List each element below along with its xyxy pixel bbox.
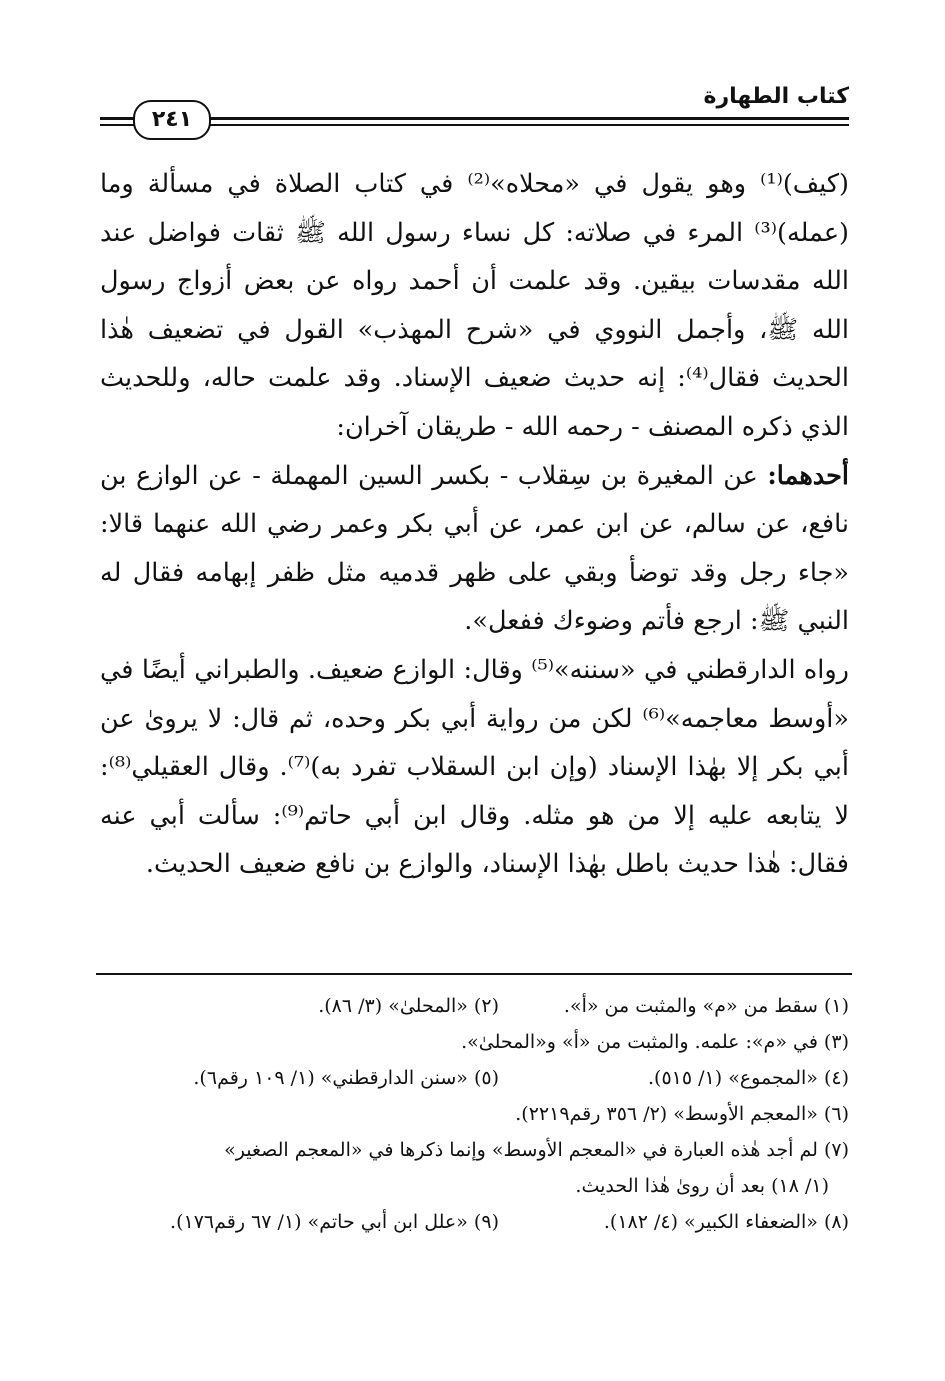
footnotes [100, 988, 849, 1240]
running-header-title: كتاب الطهارة [703, 84, 849, 109]
header-rule [100, 117, 849, 120]
footnote-6: (٦) «المعجم الأوسط» (٢/ ٣٥٦ رقم٢٢١٩). [515, 1103, 849, 1125]
paragraph-2-text: عن المغيرة بن سِقلاب - بكسر السين المهملة - عن الوازع بن نافع، عن سالم، عن ابن عمر، عن أبي بكر وعمر رضي الله عنهما قالا: «جاء رجل وقد توضأ وبقي على ظهر قدميه مثل ظفر إبهامه فقال له النبي ﷺ: ارجع فأتم وضوءك ففعل». [100, 460, 849, 637]
paragraph-3: رواه الدارقطني في «سننه»⁽⁵⁾ وقال: الوازع ضعيف. والطبراني أيضًا في «أوسط معاجمه»⁽⁶⁾ لكن من رواية أبي بكر وحده، ثم قال: لا يروىٰ عن أبي بكر إلا بهٰذا الإسناد (وإن ابن السقلاب تفرد به)⁽⁷⁾. وقال العقيلي⁽⁸⁾: لا يتابعه عليه إلا من هو مثله. وقال ابن أبي حاتم⁽⁹⁾: سألت أبي عنه فقال: هٰذا حديث باطل بهٰذا الإسناد، والوازع بن نافع ضعيف الحديث. [100, 654, 849, 880]
footnote-8: (٨) «الضعفاء الكبير» (٤/ ١٨٢). [603, 1211, 849, 1233]
paragraph-2 [100, 452, 849, 646]
footnote-4: (٤) «المجموع» (١/ ٥١٥). [648, 1067, 849, 1089]
footnote-row [100, 1168, 849, 1204]
footnote-2: (٢) «المحلىٰ» (٣/ ٨٦). [318, 995, 499, 1017]
footnote-7-continued: (١/ ١٨) بعد أن روىٰ هٰذا الحديث. [575, 1175, 829, 1197]
paragraph-1: (كيف)⁽¹⁾ وهو يقول في «محلاه»⁽²⁾ في كتاب الصلاة في مسألة وما (عمله)⁽³⁾ المرء في صلاته: كل نساء رسول الله ﷺ ثقات فواضل عند الله مقدسات بيقين. وقد علمت أن أحمد رواه عن بعض أزواج رسول الله ﷺ، وأجمل النووي في «شرح المهذب» القول في تضعيف هٰذا الحديث فقال⁽⁴⁾: إنه حديث ضعيف الإسناد. وقد علمت حاله، وللحديث الذي ذكره المصنف - رحمه الله - طريقان آخران: [100, 169, 850, 442]
footnote-1: (١) سقط من «م» والمثبت من «أ». [563, 995, 849, 1017]
footnote-9: (٩) «علل ابن أبي حاتم» (١/ ٦٧ رقم١٧٦). [170, 1211, 499, 1233]
footnote-row [100, 1096, 849, 1132]
footnote-row [100, 1060, 849, 1096]
footnote-row [100, 1024, 849, 1060]
header-rule-secondary [100, 124, 849, 126]
main-text [100, 160, 849, 889]
paragraph-2-lead: أحدهما: [767, 460, 849, 491]
footnote-row [100, 988, 849, 1024]
footnote-row [100, 1204, 849, 1240]
footnote-7: (٧) لم أجد هٰذه العبارة في «المعجم الأوسط» وإنما ذكرها في «المعجم الصغير» [224, 1139, 849, 1161]
footnote-row [100, 1132, 849, 1168]
page-number: ٢٤١ [133, 100, 211, 140]
footnote-3: (٣) في «م»: علمه. والمثبت من «أ» و«المحلىٰ». [461, 1031, 849, 1053]
footnote-separator [96, 973, 852, 975]
footnote-5: (٥) «سنن الدارقطني» (١/ ١٠٩ رقم٦). [193, 1067, 499, 1089]
